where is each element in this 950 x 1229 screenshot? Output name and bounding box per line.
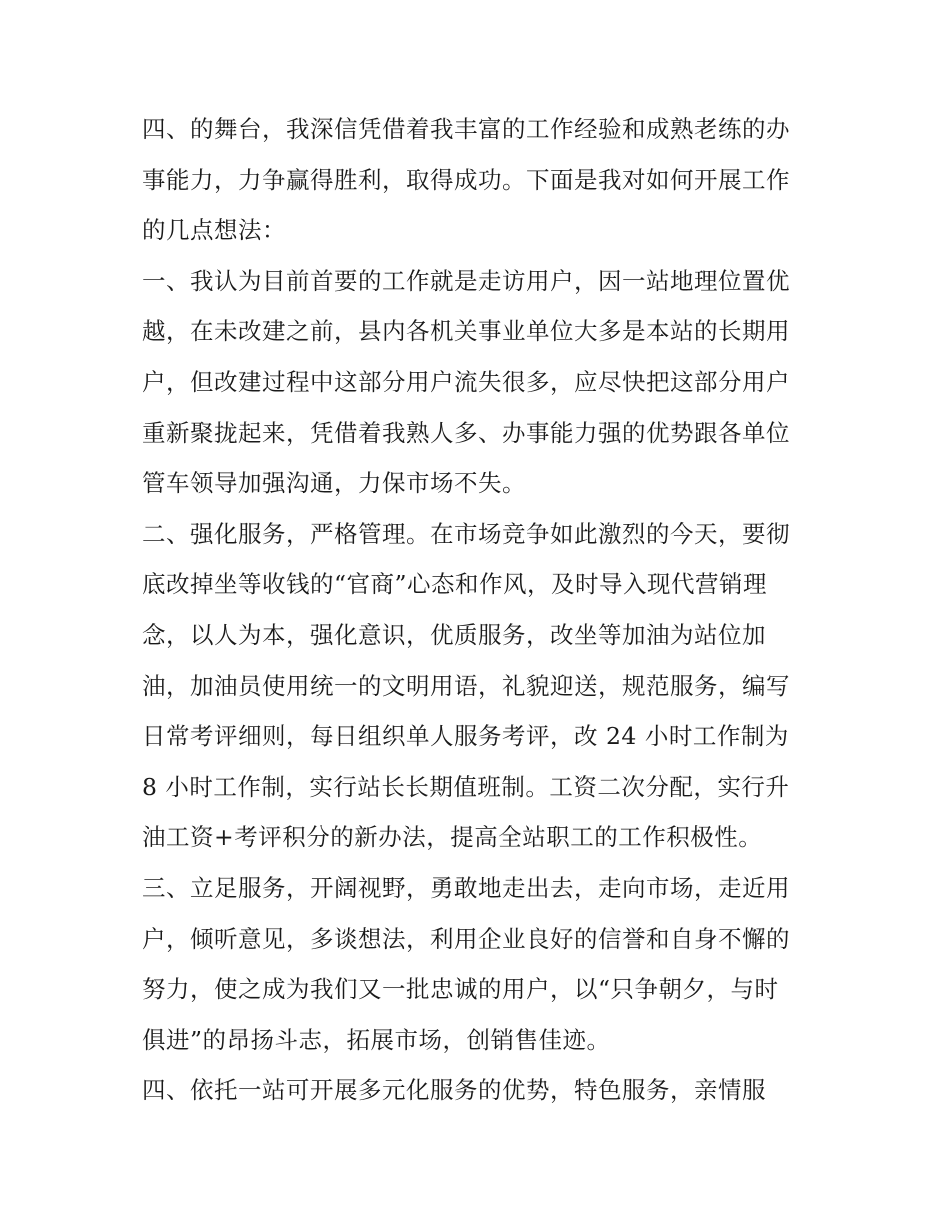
text-line: 四、依托一站可开展多元化服务的优势，特色服务，亲情服 xyxy=(142,1076,766,1105)
text-line: 户，但改建过程中这部分用户流失很多，应尽快把这部分用户 xyxy=(142,367,790,396)
text-line: 重新聚拢起来，凭借着我熟人多、办事能力强的优势跟各单位 xyxy=(142,418,790,447)
paragraph-point-1 xyxy=(142,256,822,509)
text-line: 的几点想法： xyxy=(142,216,286,245)
text-line: 管车领导加强沟通，力保市场不失。 xyxy=(142,469,526,498)
text-line: 日常考评细则，每日组织单人服务考评，改 24 小时工作制为 xyxy=(142,722,789,751)
text-line: 油工资+考评积分的新办法，提高全站职工的工作积极性。 xyxy=(142,823,763,852)
paragraph-point-2 xyxy=(142,509,822,863)
text-line: 二、强化服务，严格管理。在市场竞争如此激烈的今天，要彻 xyxy=(142,519,790,548)
text-line: 8 小时工作制，实行站长长期值班制。工资二次分配，实行升 xyxy=(142,772,790,801)
paragraph-intro xyxy=(142,104,822,256)
document-body xyxy=(142,104,822,1116)
text-line: 四、的舞台，我深信凭借着我丰富的工作经验和成熟老练的办 xyxy=(142,115,790,143)
text-line: 油，加油员使用统一的文明用语，礼貌迎送，规范服务，编写 xyxy=(142,671,790,700)
text-line: 念，以人为本，强化意识，优质服务，改坐等加油为站位加 xyxy=(142,620,766,649)
paragraph-point-3 xyxy=(142,863,822,1065)
text-line: 事能力，力争赢得胜利，取得成功。下面是我对如何开展工作 xyxy=(142,165,790,194)
text-line: 俱进”的昂扬斗志，拓展市场，创销售佳迹。 xyxy=(142,1025,611,1054)
text-line: 一、我认为目前首要的工作就是走访用户，因一站地理位置优 xyxy=(142,266,790,295)
text-line: 底改掉坐等收钱的“官商”心态和作风，及时导入现代营销理 xyxy=(142,570,768,599)
text-line: 户，倾听意见，多谈想法，利用企业良好的信誉和自身不懈的 xyxy=(142,924,790,953)
paragraph-point-4 xyxy=(142,1065,822,1116)
text-line: 三、立足服务，开阔视野，勇敢地走出去，走向市场，走近用 xyxy=(142,873,790,902)
text-line: 努力，使之成为我们又一批忠诚的用户，以“只争朝夕，与时 xyxy=(142,975,779,1004)
text-line: 越，在未改建之前，县内各机关事业单位大多是本站的长期用 xyxy=(142,317,790,346)
